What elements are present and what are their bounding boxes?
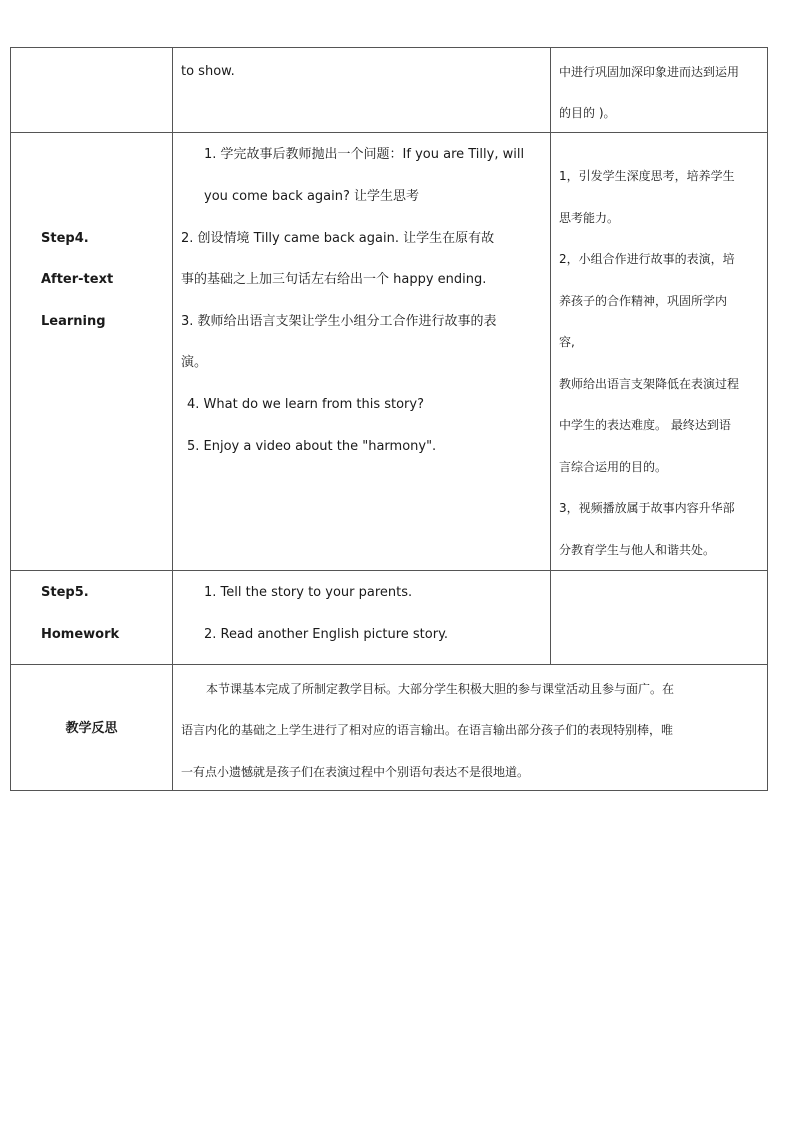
step5-purpose-cell [551,571,768,665]
reflection-line: 一有点小遗憾就是孩子们在表演过程中个别语句表达不是很地道。 [181,765,530,779]
step4-label-line-1: Step4. [41,231,89,246]
step4-purpose-line: 2，小组合作进行故事的表演，培 [559,252,735,266]
table-row-step5 [11,571,768,665]
step4-content-line: 4. What do we learn from this story? [187,397,424,412]
step4-content-cell [173,133,551,571]
step4-content-line: 演。 [181,355,208,370]
step4-purpose-cell [551,133,768,571]
step5-label-line-1: Step5. [41,585,89,600]
step4-purpose-line: 中学生的表达难度。 最终达到语 [559,418,731,432]
step4-purpose-line: 言综合运用的目的。 [559,460,668,474]
reflection-line: 语言内化的基础之上学生进行了相对应的语言输出。在语言输出部分孩子们的表现特别棒，唯 [181,723,674,737]
step4-content-line: 事的基础之上加三句话左右给出一个 happy ending. [181,272,487,287]
table-row-step4 [11,133,768,571]
row1-purpose-line-2: 的目的 )。 [559,106,616,120]
row1-content-line: to show. [181,64,235,79]
reflection-label-cell [11,665,173,791]
step4-label-line-2: After-text [41,272,114,287]
step4-content-line: you come back again? 让学生思考 [204,189,420,204]
step4-content-line: 5. Enjoy a video about the "harmony". [187,439,437,454]
table-row-reflection [11,665,768,791]
step4-purpose-line: 3，视频播放属于故事内容升华部 [559,501,735,515]
reflection-line: 本节课基本完成了所制定教学目标。大部分学生积极大胆的参与课堂活动且参与面广。在 [206,682,675,696]
row1-purpose-cell [551,48,768,133]
step4-purpose-line: 容, [559,335,575,349]
step4-purpose-line: 养孩子的合作精神，巩固所学内 [559,294,728,308]
step4-content-line: 3. 教师给出语言支架让学生小组分工合作进行故事的表 [181,314,497,329]
step5-label-cell [11,571,173,665]
step4-content-line: 1. 学完故事后教师抛出一个问题：If you are Tilly, will [204,147,525,162]
table-row-continuation [11,48,768,133]
reflection-content-cell [173,665,768,791]
step4-purpose-line: 思考能力。 [559,211,620,225]
lesson-plan-table [10,47,768,791]
row1-label-cell [11,48,173,133]
row1-purpose-line-1: 中进行巩固加深印象进而达到运用 [559,65,740,79]
reflection-label: 教学反思 [65,721,118,736]
row1-content-cell [173,48,551,133]
step4-label-cell [11,133,173,571]
step4-purpose-line: 分教育学生与他人和谐共处。 [559,543,716,557]
step5-content-line: 1. Tell the story to your parents. [204,585,413,600]
step4-purpose-line: 教师给出语言支架降低在表演过程 [559,377,740,391]
step5-content-cell [173,571,551,665]
step4-content-line: 2. 创设情境 Tilly came back again. 让学生在原有故 [181,231,495,246]
step4-purpose-line: 1，引发学生深度思考，培养学生 [559,169,735,183]
step5-label-line-2: Homework [41,627,120,642]
step5-content-line: 2. Read another English picture story. [204,627,449,642]
step4-label-line-3: Learning [41,314,106,329]
